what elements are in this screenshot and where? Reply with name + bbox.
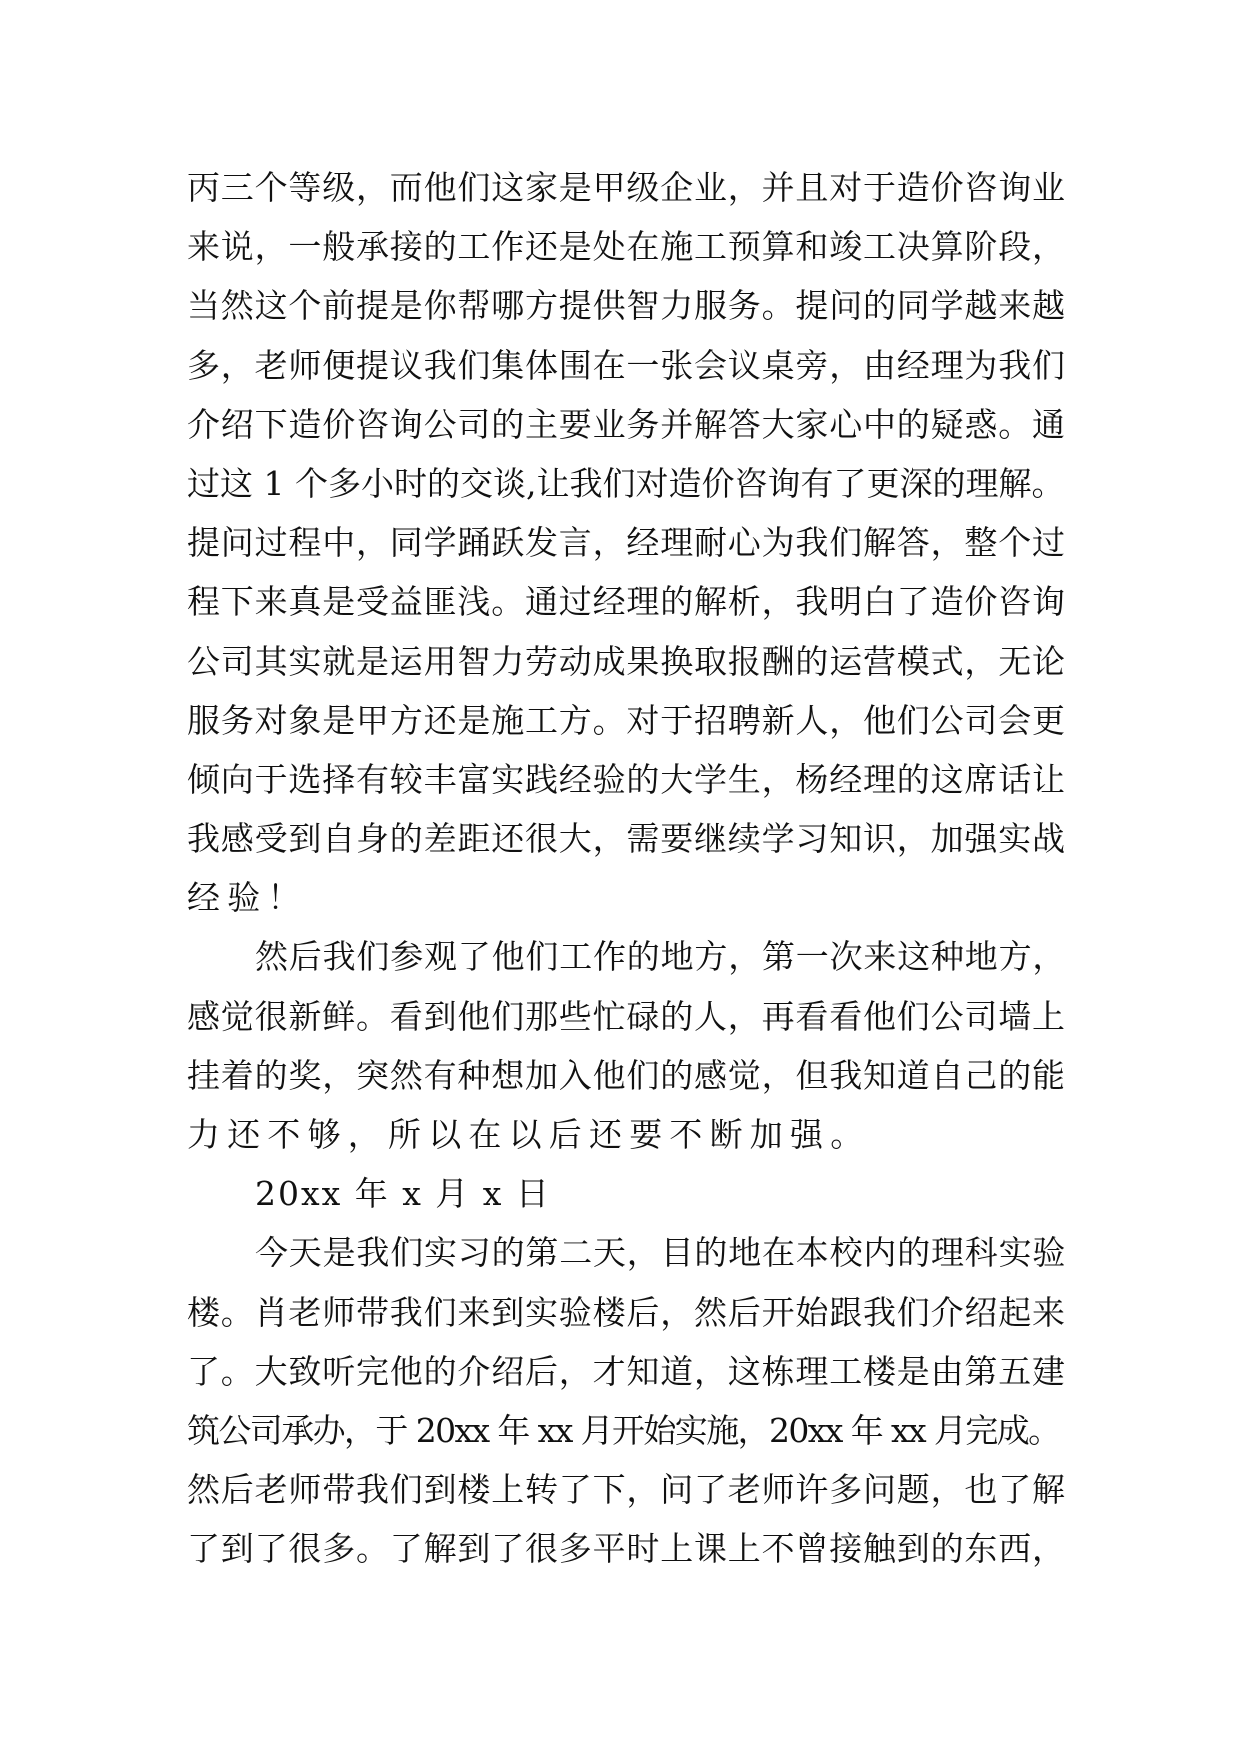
text-line: 我感受到自身的差距还很大，需要继续学习知识，加强实战 <box>187 819 1066 859</box>
text-line: 提问过程中，同学踊跃发言，经理耐心为我们解答，整个过 <box>187 523 1066 563</box>
text-line: 公司其实就是运用智力劳动成果换取报酬的运营模式，无论 <box>187 641 1066 681</box>
date-heading: 20xx 年 x 月 x 日 <box>255 1174 551 1214</box>
text-line: 过这 1 个多小时的交谈,让我们对造价咨询有了更深的理解。 <box>187 463 1065 503</box>
text-line: 挂着的奖，突然有种想加入他们的感觉，但我知道自己的能 <box>187 1055 1066 1095</box>
text-line: 丙三个等级，而他们这家是甲级企业，并且对于造价咨询业 <box>187 168 1066 207</box>
text-line: 当然这个前提是你帮哪方提供智力服务。提问的同学越来越 <box>187 286 1066 326</box>
text-line: 介绍下造价咨询公司的主要业务并解答大家心中的疑惑。通 <box>187 404 1066 444</box>
text-line: 多，老师便提议我们集体围在一张会议桌旁，由经理为我们 <box>187 345 1066 385</box>
paragraph-start-line: 今天是我们实习的第二天，目的地在本校内的理科实验 <box>255 1233 1067 1273</box>
text-line: 程下来真是受益匪浅。通过经理的解析，我明白了造价咨询 <box>187 582 1066 622</box>
text-line: 经验！ <box>187 878 308 918</box>
text-line: 了。大致听完他的介绍后，才知道，这栋理工楼是由第五建 <box>187 1351 1066 1391</box>
text-line: 力还不够，所以在以后还要不断加强。 <box>187 1115 871 1154</box>
text-line: 筑公司承办，于 20xx 年 xx 月开始实施，20xx 年 xx 月完成。 <box>187 1410 1060 1450</box>
text-line: 来说，一般承接的工作还是处在施工预算和竣工决算阶段， <box>187 227 1066 267</box>
text-line: 然后老师带我们到楼上转了下，问了老师许多问题，也了解 <box>187 1470 1066 1510</box>
text-line: 了到了很多。了解到了很多平时上课上不曾接触到的东西， <box>187 1529 1066 1569</box>
paragraph-start-line: 然后我们参观了他们工作的地方，第一次来这种地方， <box>255 937 1067 977</box>
body-text <box>187 158 1067 1579</box>
text-line: 楼。肖老师带我们来到实验楼后，然后开始跟我们介绍起来 <box>187 1292 1066 1332</box>
text-line: 服务对象是甲方还是施工方。对于招聘新人，他们公司会更 <box>187 700 1066 740</box>
text-line: 倾向于选择有较丰富实践经验的大学生，杨经理的这席话让 <box>187 759 1066 799</box>
text-line: 感觉很新鲜。看到他们那些忙碌的人，再看看他们公司墙上 <box>187 996 1066 1036</box>
